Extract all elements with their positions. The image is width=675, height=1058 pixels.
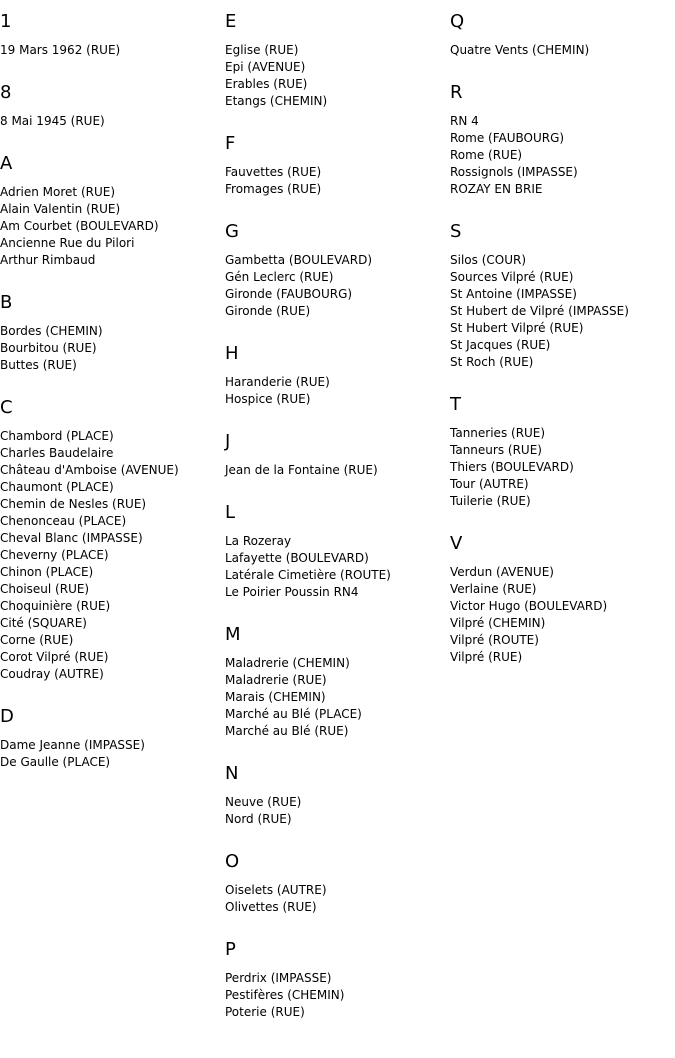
street-list	[225, 524, 450, 613]
letter-section	[0, 281, 225, 386]
street-name: Rome (RUE)	[450, 148, 523, 162]
letter-heading: B	[0, 292, 13, 313]
street-name: Chinon (PLACE)	[0, 565, 94, 579]
street-name: Vilpré (RUE)	[450, 650, 523, 664]
street-name: Lafayette (BOULEVARD)	[225, 551, 369, 565]
street-name: Charles Baudelaire	[0, 446, 114, 460]
street-name: Pestifères (CHEMIN)	[225, 988, 345, 1002]
street-name: Maladrerie (CHEMIN)	[225, 656, 350, 670]
letter-section	[0, 71, 225, 142]
street-name: Verdun (AVENUE)	[450, 565, 554, 579]
street-name: Buttes (RUE)	[0, 358, 77, 372]
street-name: Chambord (PLACE)	[0, 429, 114, 443]
street-name: Bourbitou (RUE)	[0, 341, 97, 355]
street-list	[450, 104, 675, 210]
street-name: St Hubert Vilpré (RUE)	[450, 321, 584, 335]
street-name: Cheverny (PLACE)	[0, 548, 109, 562]
letter-heading: F	[225, 133, 236, 154]
street-list	[225, 873, 450, 928]
street-list	[0, 728, 225, 783]
street-name: St Jacques (RUE)	[450, 338, 551, 352]
street-list	[0, 175, 225, 281]
street-list	[225, 243, 450, 332]
street-name: Cité (SQUARE)	[0, 616, 87, 630]
street-name: Adrien Moret (RUE)	[0, 185, 116, 199]
street-name: Dame Jeanne (IMPASSE)	[0, 738, 145, 752]
street-name: Chaumont (PLACE)	[0, 480, 114, 494]
letter-section	[450, 71, 675, 210]
street-name: Quatre Vents (CHEMIN)	[450, 43, 590, 57]
street-name: Latérale Cimetière (ROUTE)	[225, 568, 391, 582]
street-list	[225, 646, 450, 752]
street-list	[225, 785, 450, 840]
letter-section	[225, 613, 450, 752]
letter-heading: R	[450, 82, 463, 103]
letter-section	[450, 0, 675, 71]
street-name: Haranderie (RUE)	[225, 375, 330, 389]
street-list	[0, 419, 225, 695]
street-name: Coudray (AUTRE)	[0, 667, 104, 681]
street-name: Marché au Blé (RUE)	[225, 724, 349, 738]
street-name: 8 Mai 1945 (RUE)	[0, 114, 105, 128]
street-name: Fauvettes (RUE)	[225, 165, 322, 179]
street-list	[450, 555, 675, 678]
street-name: Arthur Rimbaud	[0, 253, 96, 267]
street-name: Ancienne Rue du Pilori	[0, 236, 135, 250]
street-name: Choiseul (RUE)	[0, 582, 90, 596]
index-column-3	[450, 0, 675, 678]
street-name: Rome (FAUBOURG)	[450, 131, 565, 145]
letter-heading: P	[225, 939, 236, 960]
street-name: ROZAY EN BRIE	[450, 182, 543, 196]
letter-heading: C	[0, 397, 13, 418]
letter-heading: E	[225, 11, 237, 32]
letter-heading: T	[450, 394, 461, 415]
letter-section	[0, 695, 225, 783]
street-name: Sources Vilpré (RUE)	[450, 270, 574, 284]
letter-heading: S	[450, 221, 462, 242]
street-name: De Gaulle (PLACE)	[0, 755, 111, 769]
street-name: Marché au Blé (PLACE)	[225, 707, 362, 721]
street-name: St Roch (RUE)	[450, 355, 534, 369]
letter-section	[225, 332, 450, 420]
letter-heading: O	[225, 851, 240, 872]
street-name: Victor Hugo (BOULEVARD)	[450, 599, 608, 613]
street-name: Tanneurs (RUE)	[450, 443, 542, 457]
street-list	[225, 961, 450, 1033]
street-name: Oiselets (AUTRE)	[225, 883, 327, 897]
street-name: Vilpré (ROUTE)	[450, 633, 539, 647]
street-name: Perdrix (IMPASSE)	[225, 971, 332, 985]
street-list	[450, 33, 675, 71]
street-name: Verlaine (RUE)	[450, 582, 537, 596]
letter-section	[450, 522, 675, 678]
street-list	[0, 33, 225, 71]
street-name: Epi (AVENUE)	[225, 60, 306, 74]
letter-heading: 8	[0, 82, 12, 103]
street-name: Maladrerie (RUE)	[225, 673, 327, 687]
letter-section	[450, 210, 675, 383]
letter-heading: G	[225, 221, 239, 242]
letter-heading: 1	[0, 11, 12, 32]
street-name: Bordes (CHEMIN)	[0, 324, 103, 338]
street-name: RN 4	[450, 114, 479, 128]
street-name: Erables (RUE)	[225, 77, 308, 91]
street-name: Hospice (RUE)	[225, 392, 311, 406]
street-name: Tuilerie (RUE)	[450, 494, 531, 508]
street-name: Gambetta (BOULEVARD)	[225, 253, 373, 267]
letter-section	[225, 0, 450, 122]
letter-heading: D	[0, 706, 14, 727]
street-list	[225, 33, 450, 122]
letter-heading: M	[225, 624, 241, 645]
letter-section	[225, 210, 450, 332]
index-column-1	[0, 0, 225, 783]
letter-heading: N	[225, 763, 239, 784]
street-name: 19 Mars 1962 (RUE)	[0, 43, 121, 57]
street-name: Marais (CHEMIN)	[225, 690, 326, 704]
street-name: Corne (RUE)	[0, 633, 74, 647]
street-name: Fromages (RUE)	[225, 182, 322, 196]
street-name: Le Poirier Poussin RN4	[225, 585, 359, 599]
street-name: Vilpré (CHEMIN)	[450, 616, 546, 630]
street-list	[0, 104, 225, 142]
street-list	[450, 416, 675, 522]
street-name: Etangs (CHEMIN)	[225, 94, 328, 108]
street-list	[0, 314, 225, 386]
street-name: Nord (RUE)	[225, 812, 292, 826]
street-name: Neuve (RUE)	[225, 795, 302, 809]
street-list	[225, 155, 450, 210]
street-name: Thiers (BOULEVARD)	[450, 460, 574, 474]
street-name: Chemin de Nesles (RUE)	[0, 497, 147, 511]
letter-heading: L	[225, 502, 236, 523]
street-name: Rossignols (IMPASSE)	[450, 165, 578, 179]
street-name: Cheval Blanc (IMPASSE)	[0, 531, 143, 545]
letter-heading: Q	[450, 11, 465, 32]
street-name: Choquinière (RUE)	[0, 599, 111, 613]
street-list	[225, 365, 450, 420]
street-name: Corot Vilpré (RUE)	[0, 650, 109, 664]
letter-heading: J	[225, 431, 231, 452]
index-column-2	[225, 0, 450, 1033]
letter-section	[225, 928, 450, 1033]
letter-section	[225, 420, 450, 491]
street-list	[450, 243, 675, 383]
street-name: Alain Valentin (RUE)	[0, 202, 121, 216]
letter-section	[0, 0, 225, 71]
street-name: La Rozeray	[225, 534, 292, 548]
letter-section	[0, 142, 225, 281]
street-name: Tanneries (RUE)	[450, 426, 546, 440]
letter-heading: V	[450, 533, 463, 554]
letter-heading: A	[0, 153, 13, 174]
letter-section	[450, 383, 675, 522]
street-name: Chenonceau (PLACE)	[0, 514, 127, 528]
street-name: Poterie (RUE)	[225, 1005, 305, 1019]
street-name: Olivettes (RUE)	[225, 900, 317, 914]
street-name: Eglise (RUE)	[225, 43, 299, 57]
letter-section	[225, 752, 450, 840]
street-name: Silos (COUR)	[450, 253, 527, 267]
street-name: Am Courbet (BOULEVARD)	[0, 219, 159, 233]
street-name: Gén Leclerc (RUE)	[225, 270, 334, 284]
letter-section	[225, 122, 450, 210]
street-list	[225, 453, 450, 491]
street-name: St Hubert de Vilpré (IMPASSE)	[450, 304, 629, 318]
letter-heading: H	[225, 343, 239, 364]
street-name: Gironde (RUE)	[225, 304, 311, 318]
letter-section	[0, 386, 225, 695]
letter-section	[225, 840, 450, 928]
street-name: Jean de la Fontaine (RUE)	[225, 463, 378, 477]
street-name: St Antoine (IMPASSE)	[450, 287, 577, 301]
street-name: Tour (AUTRE)	[450, 477, 529, 491]
letter-section	[225, 491, 450, 613]
street-name: Gironde (FAUBOURG)	[225, 287, 353, 301]
street-name: Château d'Amboise (AVENUE)	[0, 463, 179, 477]
